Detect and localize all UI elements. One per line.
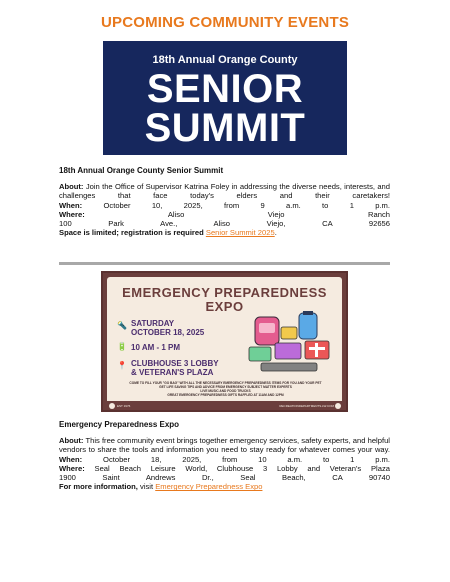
banner-line-summit: SUMMIT bbox=[144, 106, 306, 150]
event2-details bbox=[59, 420, 390, 491]
globe-icon bbox=[335, 403, 341, 409]
when-text: October 18, 2025, from 10 a.m. to 1 p.m. bbox=[103, 454, 390, 464]
expo-banner-title: EMERGENCY PREPAREDNESS EXPO bbox=[122, 285, 327, 314]
event1-when bbox=[59, 201, 390, 210]
where-line1: Aliso Viejo Ranch bbox=[167, 209, 390, 219]
banner-line-senior: SENIOR bbox=[146, 67, 304, 111]
event1-heading: 18th Annual Orange County Senior Summit bbox=[59, 166, 224, 175]
emergency-expo-banner bbox=[101, 271, 348, 412]
flashlight-icon: 🔦 bbox=[117, 321, 127, 330]
when-label: When: bbox=[59, 454, 83, 464]
banner-footer bbox=[103, 401, 346, 410]
event1-registration: Space is limited; registration is required Senior Summit 2025. bbox=[59, 228, 277, 238]
event2-about bbox=[59, 436, 390, 454]
where-line1: Seal Beach Leisure World, Clubhouse 3 Lobby and Veteran's Plaza bbox=[94, 463, 390, 473]
location-icon: 📍 bbox=[117, 361, 127, 370]
more-label: For more information, bbox=[59, 482, 138, 492]
about-text: Join the Office of Supervisor Katrina Foley in addressing the diverse needs, interests, and challenges that face today's elders and their caretakers! bbox=[59, 182, 390, 201]
banner-inner bbox=[107, 277, 342, 406]
expo-date: SATURDAY OCTOBER 18, 2025 bbox=[131, 319, 205, 337]
est-label: EST 1976 bbox=[117, 404, 131, 408]
event1-address: 100 Park Ave., Aliso Viejo, CA 92656 bbox=[59, 219, 390, 229]
event2-when bbox=[59, 455, 390, 464]
banner-subtitle: 18th Annual Orange County bbox=[152, 54, 298, 66]
event1-where bbox=[59, 210, 390, 219]
event2-address: 1900 Saint Andrews Dr., Seal Beach, CA 90740 bbox=[59, 473, 390, 483]
expo-fine-print: COME TO FILL YOUR "GO BAG" WITH ALL THE NECESSARY EMERGENCY PREPAREDNESS ITEMS FOR YOU AND YOUR PET GET LIFE SAVING TIPS AND ADVICE FROM EMERGENCY SUBJECT MATTER EXPERTS LIVE MUSIC AND FOOD TRUCKS GREAT EMERGENCY PREPAREDNESS GIFTS RAFFLED AT 11AM AND 12PM bbox=[129, 381, 322, 397]
emergency-supplies-illustration bbox=[247, 311, 335, 375]
expo-location: CLUBHOUSE 3 LOBBY & VETERAN'S PLAZA bbox=[131, 359, 219, 377]
section-divider bbox=[59, 262, 390, 265]
about-label: About: bbox=[59, 436, 84, 446]
space-text: Space is limited; registration is required bbox=[59, 228, 204, 238]
banner-url: RECREATIONDEPARTMENTS.LW.COM bbox=[279, 404, 334, 408]
about-label: About: bbox=[59, 182, 84, 192]
when-label: When: bbox=[59, 200, 83, 210]
where-label: Where: bbox=[59, 209, 85, 219]
senior-summit-banner bbox=[103, 41, 347, 155]
event1-details bbox=[59, 166, 390, 237]
event1-about bbox=[59, 182, 390, 200]
emergency-expo-link[interactable]: Emergency Preparedness Expo bbox=[155, 482, 263, 492]
when-text: October 10, 2025, from 9 a.m. to 1 p.m. bbox=[103, 200, 390, 210]
expo-time: 10 AM - 1 PM bbox=[131, 343, 181, 352]
more-text: visit bbox=[140, 482, 154, 492]
event2-where bbox=[59, 464, 390, 473]
clock-icon: 🔋 bbox=[117, 342, 127, 351]
page-title: UPCOMING COMMUNITY EVENTS bbox=[100, 14, 350, 31]
about-text: This free community event brings together emergency services, safety experts, and helpful vendors to share the tools and information you need to stay ready for whatever comes your way. bbox=[59, 436, 390, 455]
senior-summit-link[interactable]: Senior Summit 2025 bbox=[205, 228, 275, 238]
event2-heading: Emergency Preparedness Expo bbox=[59, 420, 180, 429]
seal-icon bbox=[109, 403, 115, 409]
event2-more-info bbox=[59, 482, 390, 491]
where-label: Where: bbox=[59, 463, 85, 473]
